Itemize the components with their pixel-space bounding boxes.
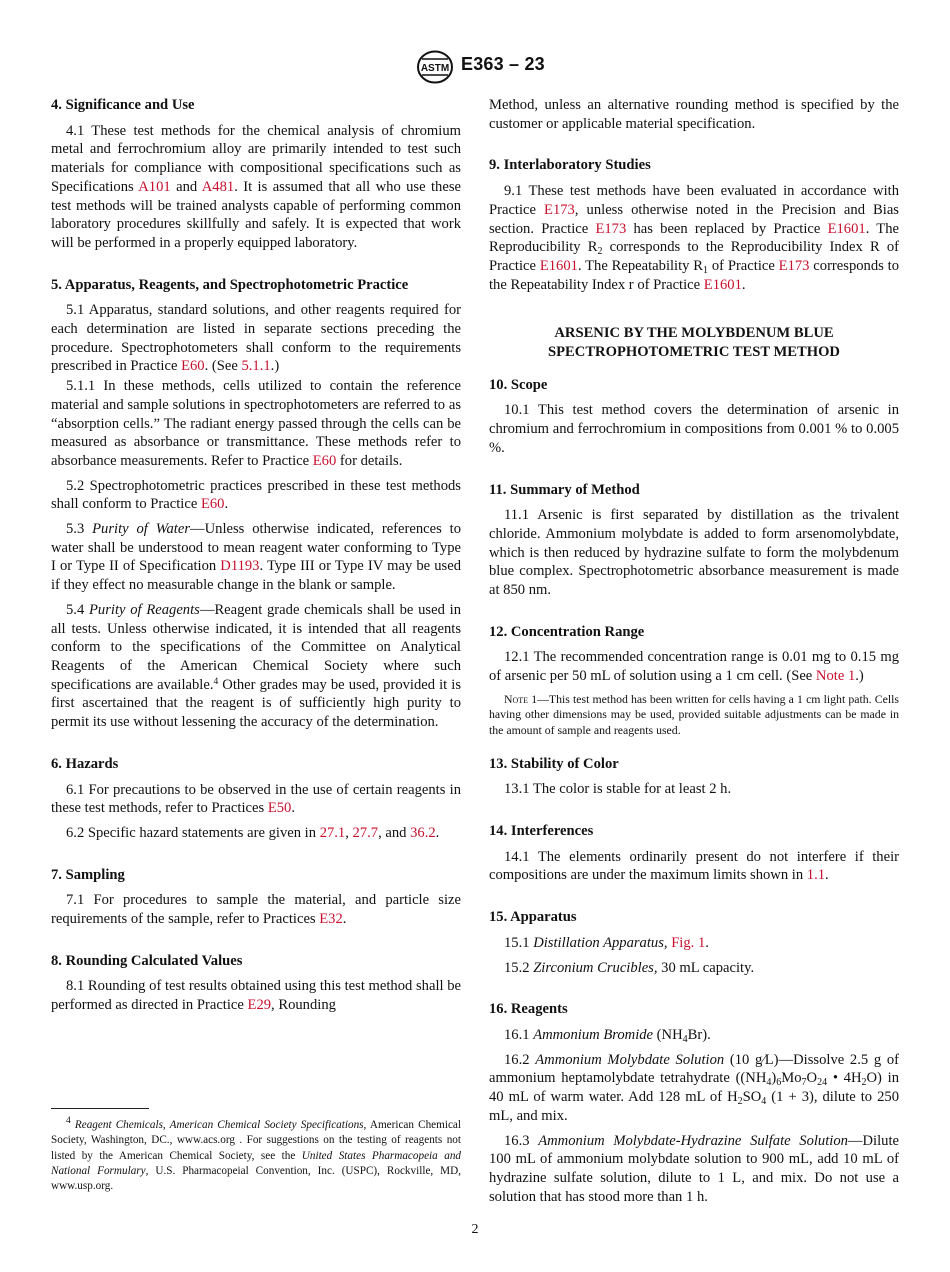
link-e50[interactable]: E50 [267,800,292,817]
paragraph-11-1: 11.1 Arsenic is first separated by distillation as the trivalent chloride. Ammonium molybdate is added to form arsenomolybdate, which is then reduced by hydrazine sulfate to form the molybdenum blue complex. Spectrophotometric absorbance measurement is made at 850 nm. [489,507,899,599]
section-10-heading: 10. Scope [489,376,548,393]
paragraph-8-1: 8.1 Rounding of test results obtained using this test method shall be performed as directed in Practice E29, Rounding [51,978,461,1014]
standard-designation: E363 – 23 [461,54,545,74]
link-e60[interactable]: E60 [181,358,205,375]
paragraph-7-1: 7.1 For procedures to sample the material, and particle size requirements of the sample, refer to Practices E32. [51,892,461,928]
link-d1193[interactable]: D1193 [220,558,260,575]
paragraph-15-2: 15.2 Zirconium Crucibles, 30 mL capacity. [504,959,755,976]
link-a481[interactable]: A481 [201,178,235,195]
section-4-heading: 4. Significance and Use [51,97,195,113]
link-e1601[interactable]: E1601 [827,220,866,237]
footnote-4: $^4$ Reagent Chemicals, American Chemical Society Specifications, American Chemical Society, Washington, DC., www.acs.org . For suggestions on the testing of reagents not listed by the American Chemical Society, see the United States Pharmacopeia and National Formulary, U.S. Pharmacopeial Convention, Inc. (USPC), Rockville, MD, www.usp.org. [51,1116,462,1193]
left-column [51,96,461,1021]
section-12-heading: 12. Concentration Range [489,623,645,640]
link-fig-1[interactable]: Fig. 1 [671,934,706,951]
paragraph-4-1: 4.1 These test methods for the chemical analysis of chromium metal and ferrochromium alloy are primarily intended to test such materials for compliance with compositional specifications such as Specifications A101 and A481. It is assumed that all who use these test methods will be trained analysts capable of performing common laboratory procedures skillfully and safely. It is expected that work will be performed in a properly equipped laboratory. [51,122,461,251]
section-16-heading: 16. Reagents [489,1001,568,1018]
section-7-heading: 7. Sampling [51,866,125,883]
link-e173[interactable]: E173 [544,201,575,218]
astm-logo-icon [416,50,454,84]
paragraph-16-1: 16.1 Ammonium Bromide $(NH_4Br)$. [504,1026,711,1045]
footnote-divider [51,1108,149,1109]
paragraph-12-1: 12.1 The recommended concentration range is 0.01 mg to 0.15 mg of arsenic per 50 mL of solution using a 1 cm cell. (See Note 1.) [489,649,899,685]
note-1: Note 1—This test method has been written for cells having a 1 cm light path. Cells having other dimensions may be used, provided suitable adjustments can be made in the amount of sample and reagents used. [489,691,899,738]
paragraph-5-3: 5.3 Purity of Water—Unless otherwise indicated, references to water shall be understood to mean reagent water conforming to Type I or Type II of Specification D1193. Type III or Type IV may be used if they effect no measurable change in the blank or sample. [51,521,462,594]
link-a101[interactable]: A101 [138,178,171,195]
page-number: 2 [471,1222,479,1237]
paragraph-10-1: 10.1 This test method covers the determination of arsenic in chromium and ferrochromium in compositions from 0.001 % to 0.005 %. [489,402,899,456]
paragraph-8-1-continued: Method, unless an alternative rounding method is specified by the customer or applicable material specification. [489,97,899,132]
link-e1601[interactable]: E1601 [539,257,578,274]
paragraph-15-1: 15.1 Distillation Apparatus, Fig. 1. [504,934,709,951]
paragraph-16-2: 16.2 Ammonium Molybdate Solution (10 g⁄L)—Dissolve 2.5 g of ammonium heptamolybdate tetrahydrate ($(NH_4)_6Mo_7O_{24}$ • $4H_2O$) in 40 mL of warm water. Add 128 mL of $H_2SO_4$ (1 + 3), dilute to 250 mL, and mix. [489,1051,900,1124]
paragraph-14-1: 14.1 The elements ordinarily present do not interfere if their compositions are under the maximum limits shown in 1.1. [489,848,899,884]
footnote-ref: 4 [213,676,219,687]
page-header [0,50,950,86]
link-e60[interactable]: E60 [312,452,337,469]
paragraph-5-4: 5.4 Purity of Reagents—Reagent grade chemicals shall be used in all tests. Unless otherwise indicated, it is intended that all reagents conform to the specifications of the Committee on Analytical Reagents of the American Chemical Society where such specifications are available.$^4$ Other grades may be used, provided it is first ascertained that the reagent is of sufficiently high purity to permit its use without lessening the accuracy of the determination. [51,601,461,731]
section-6-heading: 6. Hazards [51,755,119,772]
link-e32[interactable]: E32 [319,911,343,928]
paragraph-5-2: 5.2 Spectrophotometric practices prescribed in these test methods shall conform to Practice E60. [51,477,461,513]
link-e173[interactable]: E173 [778,257,810,274]
section-13-heading: 13. Stability of Color [489,755,619,772]
method-heading-line-1: ARSENIC BY THE MOLYBDENUM BLUE [554,325,834,342]
paragraph-5-1-1: 5.1.1 In these methods, cells utilized to contain the reference material and sample solutions in spectrophotometers are referred to as “absorption cells.” The radiant energy passed through the cells can be measured as absorbance or transmittance. These methods refer to absorbance measurements. Refer to Practice E60 for details. [51,378,461,469]
section-15-heading: 15. Apparatus [489,909,577,926]
link-36-2[interactable]: 36.2 [410,824,436,841]
link-27-7[interactable]: 27.7 [352,824,379,841]
right-column [489,96,899,1212]
paragraph-9-1: 9.1 These test methods have been evaluated in accordance with Practice E173, unless otherwise noted in the Precision and Bias section. Practice E173 has been replaced by Practice E1601. The Reproducibility $R_2$ corresponds to the Reproducibility Index R of Practice E1601. The Repeatability $R_1$ of Practice E173 corresponds to the Repeatability Index r of Practice E1601. [489,183,899,293]
link-note-1[interactable]: Note 1 [815,668,856,685]
paragraph-6-1: 6.1 For precautions to be observed in the use of certain reagents in these test methods, refer to Practices E50. [51,781,461,817]
paragraph-6-2: 6.2 Specific hazard statements are given in 27.1, 27.7, and 36.2. [66,824,440,841]
link-e29[interactable]: E29 [247,997,272,1014]
link-e1601[interactable]: E1601 [703,276,742,293]
link-5-1-1[interactable]: 5.1.1 [241,358,271,375]
paragraph-5-1: 5.1 Apparatus, standard solutions, and other reagents required for each determination are listed in separate sections preceding the procedure. Spectrophotometers shall conform to the requirements prescribed in Practice E60. (See 5.1.1.) [51,302,461,375]
section-8-heading: 8. Rounding Calculated Values [51,952,243,969]
paragraph-13-1: 13.1 The color is stable for at least 2 h. [504,781,732,798]
svg-text:ASTM: ASTM [420,63,450,74]
method-heading-line-2: SPECTROPHOTOMETRIC TEST METHOD [548,344,840,361]
link-e173[interactable]: E173 [595,220,627,237]
paragraph-16-3: 16.3 Ammonium Molybdate-Hydrazine Sulfate Solution—Dilute 100 mL of ammonium molybdate solution to 900 mL, add 10 mL of hydrazine sulfate solution, dilute to 1 L, and mix. Do not use a solution that has stood more than 1 h. [489,1132,899,1205]
link-27-1[interactable]: 27.1 [319,824,346,841]
section-14-heading: 14. Interferences [489,823,594,840]
link-1-1[interactable]: 1.1 [806,867,826,884]
section-5-heading: 5. Apparatus, Reagents, and Spectrophotometric Practice [51,276,409,293]
section-9-heading: 9. Interlaboratory Studies [489,157,651,174]
link-e60[interactable]: E60 [200,496,225,513]
section-11-heading: 11. Summary of Method [489,481,640,498]
